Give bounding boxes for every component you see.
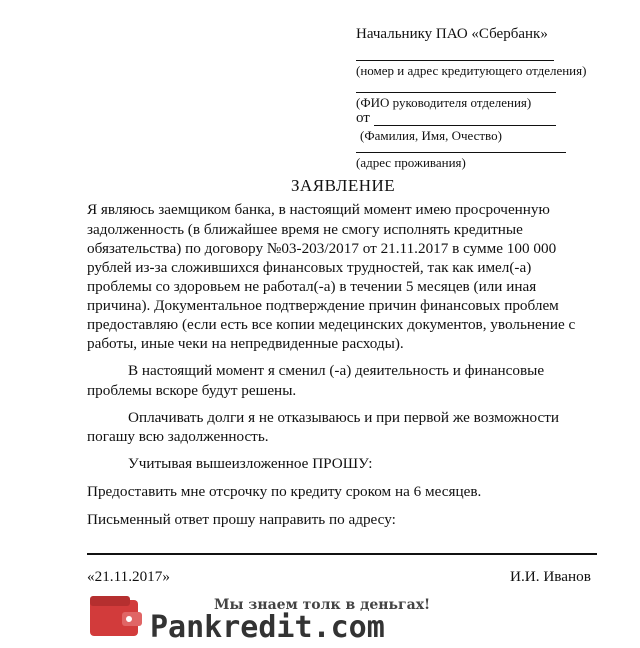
watermark-brand: Pankredit.com	[150, 610, 385, 645]
footer-divider	[87, 553, 597, 555]
addressee-line: Начальнику ПАО «Сбербанк»	[356, 26, 548, 42]
text-line: предоставляю (если есть все копии медецинских документов, увольнение с	[87, 316, 576, 333]
branch-caption: (номер и адрес кредитующего отделения)	[356, 63, 587, 78]
wallet-logo-icon	[88, 594, 144, 638]
address-caption: (адрес проживания)	[356, 155, 466, 170]
name-underline	[374, 125, 556, 126]
watermark-tagline: Мы знаем толк в деньгах!	[214, 597, 431, 613]
text-line: работы, иные чеки на непредвиденные расходы).	[87, 335, 404, 352]
text-line: причина). Документальное подтверждение причин финансовых проблем	[87, 297, 559, 314]
document-title: ЗАЯВЛЕНИЕ	[291, 176, 396, 195]
text-line: рублей из-за сложившихся финансовых трудностей, так как имел(-а)	[87, 259, 532, 276]
head-caption: (ФИО руководителя отделения)	[356, 95, 532, 110]
request-heading: Учитывая вышеизложенное ПРОШУ:	[128, 455, 373, 472]
text-line: проблемы со здоровьем не работал(-а) в течении 5 месяцев (или иная	[87, 278, 537, 295]
text-line: Я являюсь заемщиком банка, в настоящий момент имею просроченную	[87, 201, 550, 218]
from-label: от	[356, 110, 370, 126]
text-line: В настоящий момент я сменил (-а) деяительность и финансовые	[128, 362, 545, 379]
text-line: проблемы вскоре будут решены.	[87, 382, 297, 399]
name-caption: (Фамилия, Имя, Очество)	[360, 128, 502, 143]
branch-underline	[356, 60, 554, 61]
document-date: «21.11.2017»	[87, 568, 170, 585]
text-line: Оплачивать долги я не отказываюсь и при первой же возможности	[128, 409, 560, 426]
response-address-text: Письменный ответ прошу направить по адресу:	[87, 511, 396, 528]
text-line: задолженность (в ближайшее время не смогу исполнять кредитные	[87, 221, 523, 238]
head-underline	[356, 92, 556, 93]
signature-name: И.И. Иванов	[510, 568, 591, 585]
request-text: Предоставить мне отсрочку по кредиту сроком на 6 месяцев.	[87, 483, 482, 500]
text-line: погашу всю задолженность.	[87, 428, 269, 445]
address-underline	[356, 152, 566, 153]
text-line: обязательства) по договору №03-203/2017 от 21.11.2017 в сумме 100 000	[87, 240, 557, 257]
